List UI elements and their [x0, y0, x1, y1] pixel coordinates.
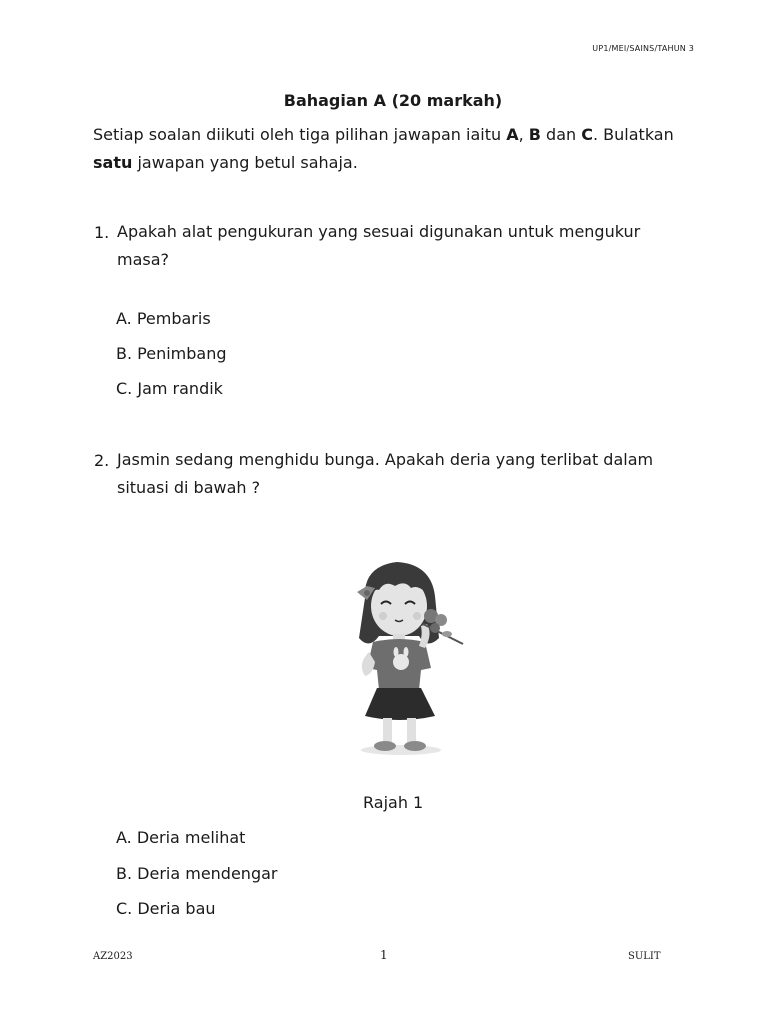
- question-2-number: 2.: [94, 451, 110, 470]
- question-1-option-a[interactable]: A. Pembaris: [116, 309, 211, 328]
- instructions: Setiap soalan diikuti oleh tiga pilihan jawapan iaitu A, B dan C. Bulatkan satu jawapan yang betul sahaja.: [93, 125, 674, 172]
- footer-classification: SULIT: [628, 951, 661, 962]
- question-2-option-b[interactable]: B. Deria mendengar: [116, 864, 278, 883]
- question-1-option-c[interactable]: C. Jam randik: [116, 379, 223, 398]
- section-title: Bahagian A (20 markah): [283, 91, 503, 110]
- footer-code: AZ2023: [93, 951, 133, 962]
- question-2-option-a[interactable]: A. Deria melihat: [116, 828, 246, 847]
- girl-smelling-flower-illustration: [335, 558, 475, 760]
- question-2-text: Jasmin sedang menghidu bunga. Apakah deria yang terlibat dalam situasi di bawah ?: [117, 450, 654, 497]
- question-1-text: Apakah alat pengukuran yang sesuai digunakan untuk mengukur masa?: [117, 222, 641, 269]
- question-1-option-b[interactable]: B. Penimbang: [116, 344, 227, 363]
- header-code: UP1/MEI/SAINS/TAHUN 3: [592, 44, 694, 53]
- question-1-number: 1.: [94, 223, 110, 242]
- question-2-option-c[interactable]: C. Deria bau: [116, 899, 216, 918]
- figure-caption: Rajah 1: [363, 793, 424, 812]
- page-number: 1: [380, 948, 388, 962]
